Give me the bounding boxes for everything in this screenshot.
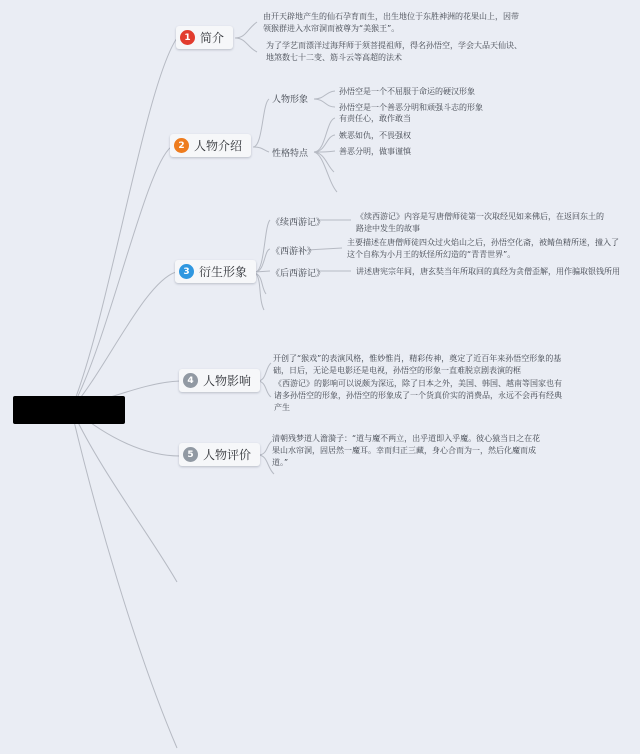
- badge-5: 5: [183, 447, 198, 462]
- note-hou-xiyouji[interactable]: 讲述唐宪宗年间，唐玄奘当年所取回的真经为贪僧歪解，用作骗取银钱所用: [356, 267, 620, 276]
- edges-branch-2: [253, 91, 337, 192]
- subtopic-hou-xiyouji[interactable]: 《后西游记》: [271, 269, 326, 279]
- topic-evaluation[interactable]: [179, 443, 260, 466]
- badge-1: 1: [180, 30, 195, 45]
- note-evaluation[interactable]: 清朝残梦道人澹漪子：“道与魔不两立，出乎道即入乎魔。彼心猿当日之在花果山水帘洞，固居然一魔耳。幸而归正三藏，身心合而为一，然后化魔而成道。”: [272, 434, 541, 467]
- note-influence-1[interactable]: 开创了“猴戏”的表演风格，惟妙惟肖，精彩传神，奠定了近百年来孙悟空形象的基础，日后，无论是电影还是电视，孙悟空的形象一直难脱京剧表演的框: [273, 354, 562, 375]
- subtopic-xu-xiyouji[interactable]: 《续西游记》: [271, 218, 326, 228]
- note-personality-1[interactable]: 有责任心，敢作敢当: [339, 114, 411, 123]
- note-character-image-2[interactable]: 孙悟空是一个善恶分明和顽强斗志的形象: [339, 103, 483, 112]
- subtopic-personality[interactable]: 性格特点: [272, 149, 309, 159]
- subtopic-character-image[interactable]: 人物形象: [272, 95, 309, 105]
- edges-level1: [72, 38, 180, 748]
- note-intro-1[interactable]: 由开天辟地产生的仙石孕育而生，出生地位于东胜神洲的花果山上，因带领猴群进入水帘洞而被尊为“美猴王”。: [263, 12, 519, 33]
- note-xiyoubu[interactable]: 主要描述在唐僧师徒四众过火焰山之后，孙悟空化斋，被鲭鱼精所迷，撞入了这个自称为小月王的妖怪所幻造的“青青世界”。: [347, 238, 619, 259]
- topic-character-profile-label: 人物介绍: [194, 139, 243, 153]
- topic-influence[interactable]: [179, 369, 260, 392]
- note-personality-2[interactable]: 嫉恶如仇，不畏强权: [339, 131, 411, 140]
- note-personality-3[interactable]: 善恶分明，做事谨慎: [339, 147, 411, 156]
- badge-4: 4: [183, 373, 198, 388]
- topic-intro-label: 简介: [200, 31, 225, 45]
- note-intro-2[interactable]: 为了学艺而漂洋过海拜师于须菩提祖师，得名孙悟空，学会大品天仙诀、地煞数七十二变、筋斗云等高超的法术: [266, 41, 522, 62]
- topic-derived-images-label: 衍生形象: [199, 265, 248, 279]
- badge-2: 2: [174, 138, 189, 153]
- central-topic-redacted[interactable]: [13, 396, 125, 424]
- note-character-image-1[interactable]: 孙悟空是一个不屈服于命运的硬汉形象: [339, 87, 475, 96]
- subtopic-xiyoubu[interactable]: 《西游补》: [271, 247, 317, 257]
- note-xu-xiyouji[interactable]: 《续西游记》内容是写唐僧师徒第一次取经见如来佛后，在返回东土的路途中发生的故事: [356, 212, 604, 233]
- topic-influence-label: 人物影响: [203, 374, 252, 388]
- note-influence-2[interactable]: 《西游记》的影响可以说颇为深远，除了日本之外，美国、韩国、越南等国家也有诸多孙悟空的形象，孙悟空的形象成了一个货真价实的消费品，永远不会再有经典产生: [274, 379, 562, 412]
- edges-branch-3: [255, 220, 351, 310]
- topic-derived-images[interactable]: [175, 260, 256, 283]
- topic-evaluation-label: 人物评价: [203, 448, 252, 462]
- badge-3: 3: [179, 264, 194, 279]
- edges-branch-1: [235, 22, 257, 52]
- topic-character-profile[interactable]: [170, 134, 251, 157]
- topic-intro[interactable]: [176, 26, 233, 49]
